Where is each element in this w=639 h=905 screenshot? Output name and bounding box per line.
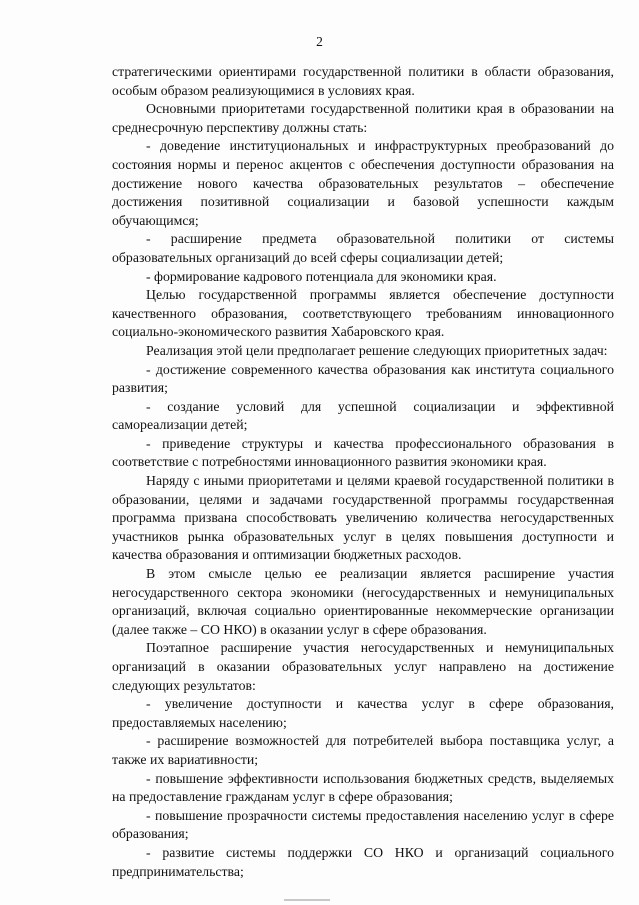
list-item-priority-1: - доведение институциональных и инфраструктурных преобразований до состояния нормы и перенос акцентов с обеспечения доступности образования на достижение нового качества образовательных результатов – обеспечение достижения позитивной социализации и базовой успешности каждым обучающимся; <box>112 138 614 228</box>
list-item-result-5: - развитие системы поддержки СО НКО и организаций социального предпринимательства; <box>112 844 614 879</box>
list-item-priority-2: - расширение предмета образовательной политики от системы образовательных организаций до всей сферы социализации детей; <box>112 231 614 265</box>
paragraph-tasks-intro: Реализация этой цели предполагает решение следующих приоритетных задач: <box>146 342 608 358</box>
paragraph-implementation-goal: В этом смысле целью ее реализации является расширение участия негосударственного сектора экономики (негосударственных и немуниципальных организаций, включая социально ориентированные некоммерческие организации (далее также – СО НКО) в оказании услуг в сфере образования. <box>112 566 614 637</box>
scan-edge-mark <box>284 899 330 901</box>
list-item-task-3: - приведение структуры и качества профессионального образования в соответствие с потребностями инновационного развития экономики края. <box>112 435 614 470</box>
list-item-priority-3: - формирование кадрового потенциала для экономики края. <box>146 268 497 284</box>
list-item-result-3: - повышение эффективности использования бюджетных средств, выделяемых на предоставление гражданам услуг в сфере образования; <box>112 770 614 805</box>
list-item-result-4: - повышение прозрачности системы предоставления населению услуг в сфере образования; <box>112 807 614 842</box>
list-item-task-2: - создание условий для успешной социализации и эффективной самореализации детей; <box>112 398 614 433</box>
list-item-result-2: - расширение возможностей для потребителей выбора поставщика услуг, а также их вариативности; <box>112 733 614 767</box>
list-item-result-1: - увеличение доступности и качества услуг в сфере образования, предоставляемых населению; <box>112 696 614 730</box>
paragraph-program-goal: Целью государственной программы является обеспечение доступности качественного образования, соответствующего требованиям инновационного социально-экономического развития Хабаровского края. <box>112 287 614 340</box>
page-number: 2 <box>316 34 323 49</box>
paragraph-results-intro: Поэтапное расширение участия негосударственных и немуниципальных организаций в оказании образовательных услуг направлено на достижение следующих результатов: <box>112 640 614 693</box>
paragraph-1: стратегическими ориентирами государственной политики в области образования, особым образом реализующимися в условиях края. <box>112 64 614 98</box>
paragraph-2: Основными приоритетами государственной политики края в образовании на среднесрочную перспективу должны стать: <box>112 101 614 135</box>
list-item-task-1: - достижение современного качества образования как института социального развития; <box>112 361 614 396</box>
body-text <box>112 63 614 881</box>
paragraph-nongovernment-participants: Наряду с иными приоритетами и целями краевой государственной политики в образовании, целями и задачами государственной программы государственная программа призвана способствовать увеличению количества негосударственных участников рынка образовательных услуг в целях повышения доступности и качества образования и оптимизации бюджетных расходов. <box>112 473 614 563</box>
